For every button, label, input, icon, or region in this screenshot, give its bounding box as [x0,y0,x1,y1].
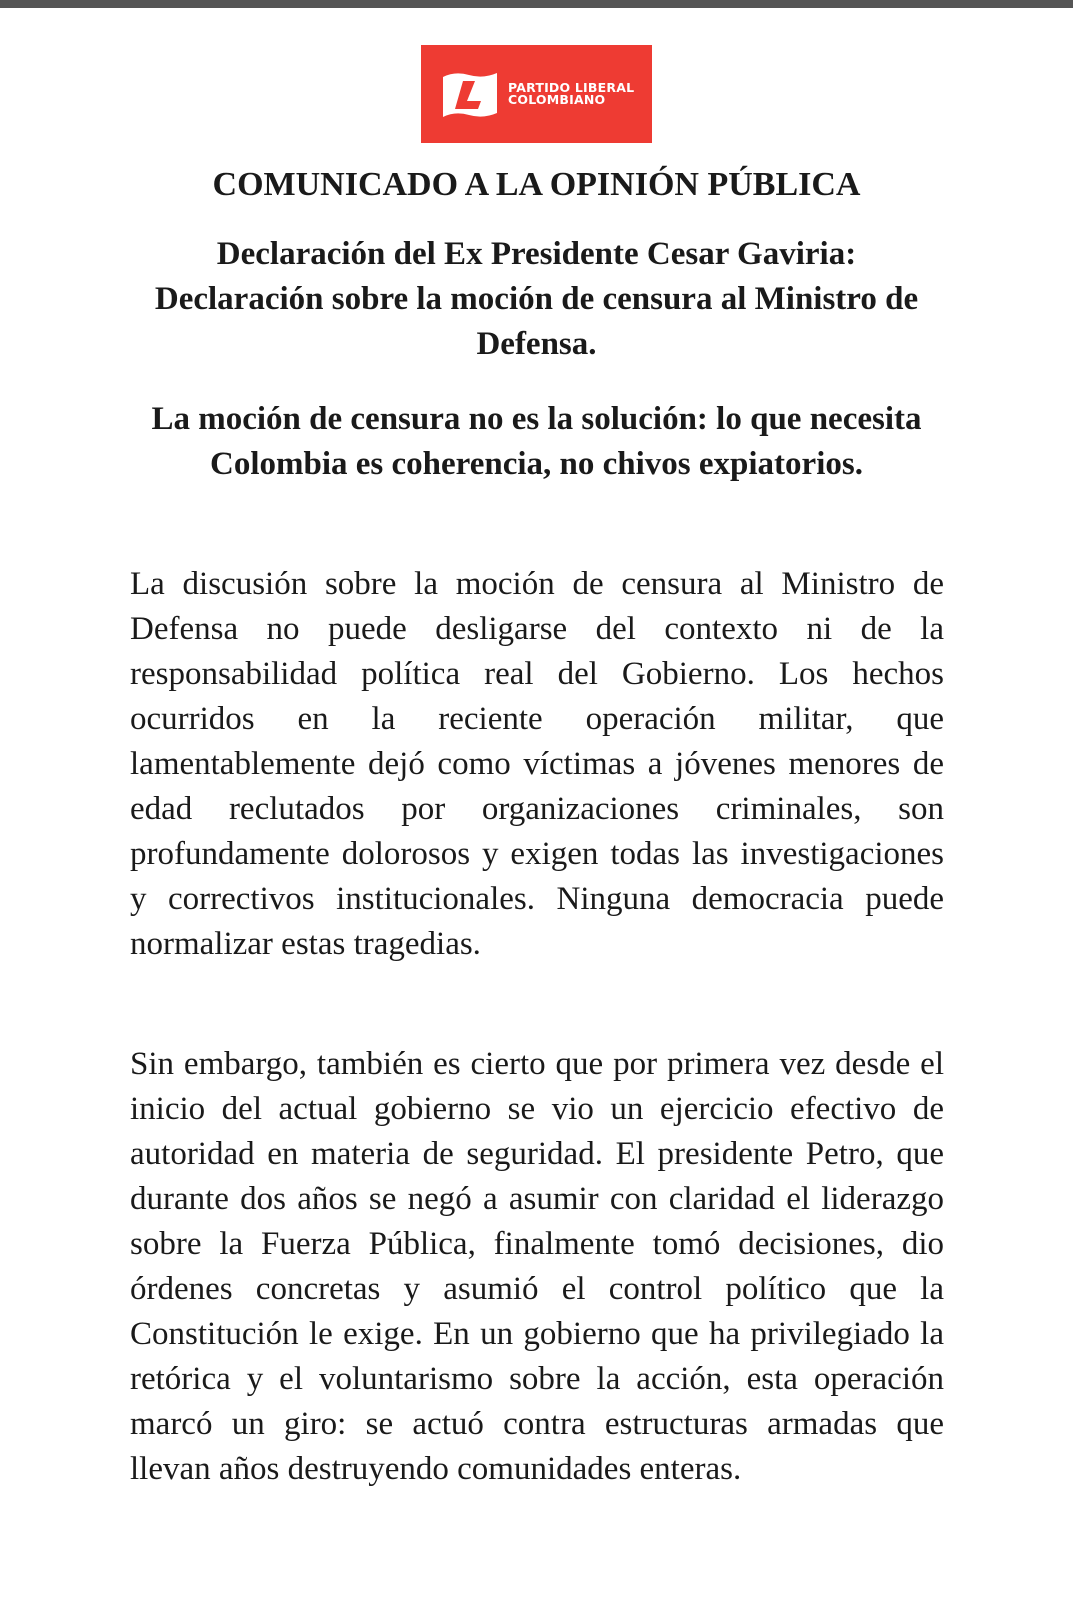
document-title: COMUNICADO A LA OPINIÓN PÚBLICA [212,166,861,203]
party-logo [421,45,652,143]
liberal-flag-icon [439,69,501,121]
top-bar [0,0,1073,8]
statement-subtitle: Declaración del Ex Presidente Cesar Gaviria: Declaración sobre la moción de censura al Ministro de Defensa. [154,236,919,362]
body-paragraph: La discusión sobre la moción de censura al Ministro de Defensa no puede desligarse del contexto ni de la responsabilidad política real del Gobierno. Los hechos ocurridos en la reciente operación militar, que lamentablemente dejó como víctimas a jóvenes menores de edad reclutados por organizaciones criminales, son profundamente dolorosos y exigen todas las investigaciones y correctivos institucionales. Ninguna democracia puede normalizar estas tragedias. [130,566,944,962]
body-paragraph: Sin embargo, también es cierto que por primera vez desde el inicio del actual gobierno se vio un ejercicio efectivo de autoridad en materia de seguridad. El presidente Petro, que durante dos años se negó a asumir con claridad el liderazgo sobre la Fuerza Pública, finalmente tomó decisiones, dio órdenes concretas y asumió el control político que la Constitución le exige. En un gobierno que ha privilegiado la retórica y el voluntarismo sobre la acción, esta operación marcó un giro: se actuó contra estructuras armadas que llevan años destruyendo comunidades enteras. [130,1046,944,1487]
logo-text [508,82,634,106]
logo-line-1: PARTIDO LIBERAL [508,80,635,95]
logo-line-2: COLOMBIANO [508,92,606,107]
headline-subtitle: La moción de censura no es la solución: lo que necesita Colombia es coherencia, no chivos expiatorios. [151,401,922,482]
